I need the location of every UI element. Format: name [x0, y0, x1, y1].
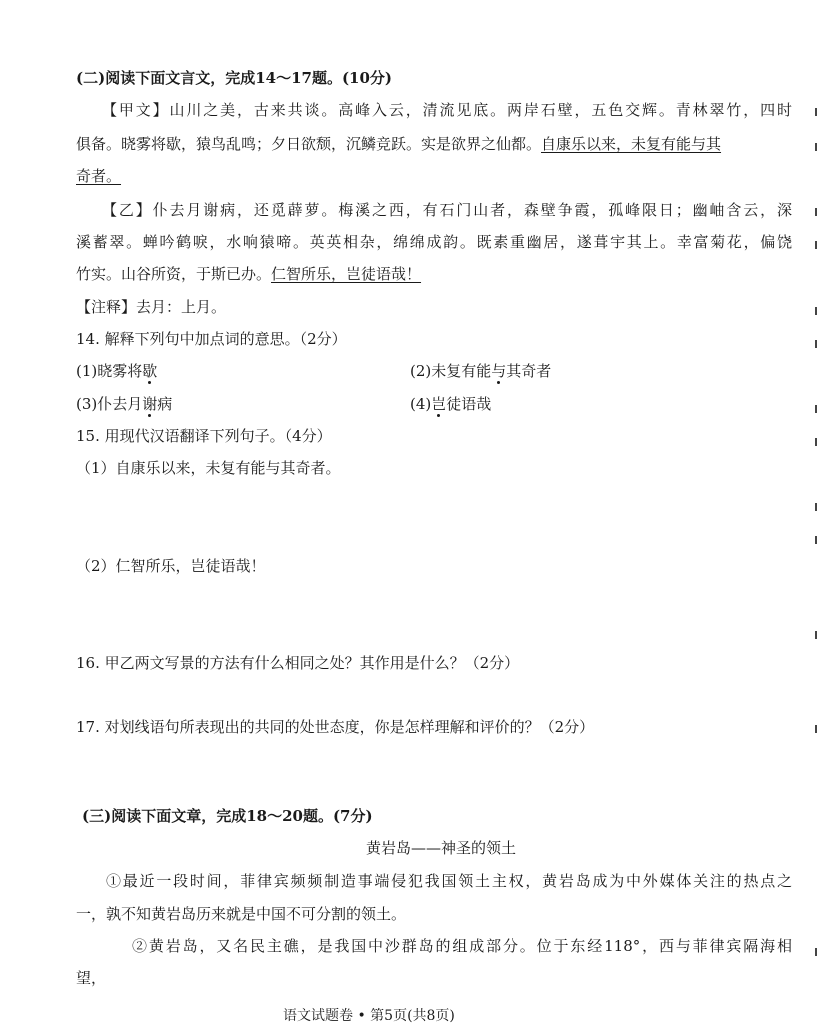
section-3-title: (三)阅读下面文章，完成18～20题。(7分) [82, 807, 373, 825]
question-14-stem: 14. 解释下列句中加点词的意思。（2分） [76, 330, 347, 348]
yi-text-line-3-plain: 竹实。山谷所资，于斯已办。 [76, 265, 272, 283]
adjacent-page-edge-mark [815, 140, 825, 154]
yi-text-line-1: 【乙】仆去月谢病，还觅薜萝。梅溪之西，有石门山者，森壁争霞，孤峰限日；幽岫含云，深 [102, 201, 792, 219]
jia-underlined-sentence: 自康乐以来，未复有能与其 [541, 135, 722, 153]
yi-underlined-sentence: 仁智所乐，岂徒语哉！ [271, 265, 422, 283]
adjacent-page-edge-mark [815, 205, 825, 219]
dotted-word: 谢 [142, 395, 158, 413]
question-15-sentence-1: （1）自康乐以来，未复有能与其奇者。 [76, 459, 341, 477]
jia-text-line-1: 【甲文】山川之美，古来共谈。高峰入云，清流见底。两岸石壁，五色交辉。青林翠竹，四时 [102, 101, 792, 119]
yi-text-line-2: 溪蓄翠。蝉吟鹤唳，水响猿啼。英英相杂，绵绵成韵。既素重幽居，遂葺宇其上。幸富菊花，偏饶 [76, 233, 792, 251]
adjacent-page-edge-mark [815, 500, 825, 514]
jia-text-line-2 [76, 134, 721, 154]
page-footer: 语文试题卷 • 第5页(共8页) [283, 1008, 455, 1024]
question-15-sentence-2: （2）仁智所乐，岂徒语哉！ [76, 557, 266, 575]
article-paragraph-1-line-1: ①最近一段时间，菲律宾频频制造事端侵犯我国领土主权，黄岩岛成为中外媒体关注的热点之 [106, 872, 792, 890]
article-paragraph-2-line-1: ②黄岩岛，又名民主礁，是我国中沙群岛的组成部分。位于东经118°，西与菲律宾隔海相 [132, 937, 792, 955]
adjacent-page-edge-mark [815, 238, 825, 252]
section-2-title: (二)阅读下面文言文，完成14～17题。(10分) [76, 69, 393, 87]
question-17: 17. 对划线语句所表现出的共同的处世态度，你是怎样理解和评价的？（2分） [76, 718, 595, 736]
dotted-word: 岂 [431, 395, 447, 413]
question-15-stem: 15. 用现代汉语翻译下列句子。（4分） [76, 427, 332, 445]
adjacent-page-edge-mark [815, 435, 825, 449]
adjacent-page-edge-mark [815, 337, 825, 351]
dotted-word: 与 [491, 362, 507, 380]
article-paragraph-1-line-2: 一，孰不知黄岩岛历来就是中国不可分割的领土。 [76, 905, 407, 923]
article-paragraph-2-line-2: 望， [76, 969, 107, 987]
adjacent-page-edge-mark [815, 105, 825, 119]
adjacent-page-edge-mark [815, 402, 825, 416]
question-14-item-1: (1)晓雾将歇 [76, 362, 158, 380]
adjacent-page-edge-mark [815, 628, 825, 642]
question-14-item-3: (3)仆去月谢病 [76, 395, 173, 413]
adjacent-page-edge-mark [815, 945, 825, 959]
jia-text-line-2-plain: 俱备。晓雾将歇，猿鸟乱鸣；夕日欲颓，沉鳞竞跃。实是欲界之仙都。 [76, 135, 542, 153]
dotted-word: 歇 [142, 362, 158, 380]
question-16: 16. 甲乙两文写景的方法有什么相同之处？其作用是什么？（2分） [76, 654, 520, 672]
annotation-note: 【注释】去月：上月。 [76, 298, 227, 316]
question-14-item-4: (4)岂徒语哉 [410, 395, 492, 413]
adjacent-page-edge-mark [815, 304, 825, 318]
article-title: 黄岩岛——神圣的领土 [366, 839, 517, 857]
yi-text-line-3 [76, 264, 421, 284]
jia-underlined-sentence-end: 奇者。 [76, 167, 122, 185]
adjacent-page-edge-mark [815, 533, 825, 547]
adjacent-page-edge-mark [815, 722, 825, 736]
question-14-item-2: (2)未复有能与其奇者 [410, 362, 552, 380]
